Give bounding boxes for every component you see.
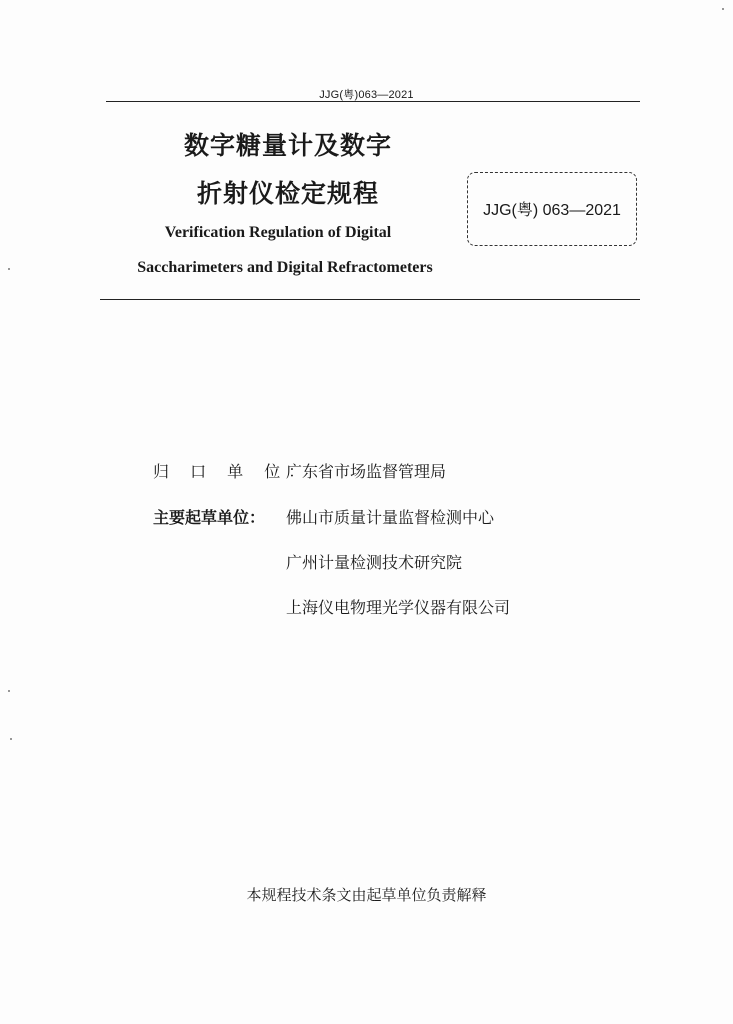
title-en-line1: Verification Regulation of Digital <box>164 224 392 241</box>
title-cn-line1: 数字糖量计及数字 <box>183 131 392 160</box>
header-standard-code: JJG(粤)063—2021 <box>319 89 414 101</box>
standard-code-box <box>467 172 637 246</box>
title-cn-line2: 折射仪检定规程 <box>196 179 379 208</box>
authority-label: 归 口 单 位： <box>153 462 313 481</box>
drafter-item: 上海仪电物理光学仪器有限公司 <box>286 598 511 617</box>
standard-code-text: JJG(粤) 063—2021 <box>483 201 621 219</box>
drafter-item: 广州计量检测技术研究院 <box>286 553 463 572</box>
header-rule <box>106 101 640 102</box>
footer-note: 本规程技术条文由起草单位负责解释 <box>246 886 487 904</box>
scan-speck <box>8 690 10 692</box>
scan-speck <box>10 738 12 740</box>
drafter-item: 佛山市质量计量监督检测中心 <box>286 508 495 527</box>
drafters-label: 主要起草单位： <box>153 508 266 527</box>
scan-speck <box>722 8 724 10</box>
title-rule <box>100 299 640 300</box>
authority-value: 广东省市场监督管理局 <box>286 462 447 481</box>
scan-speck <box>8 268 10 270</box>
title-en-line2: Saccharimeters and Digital Refractometers <box>137 259 433 276</box>
